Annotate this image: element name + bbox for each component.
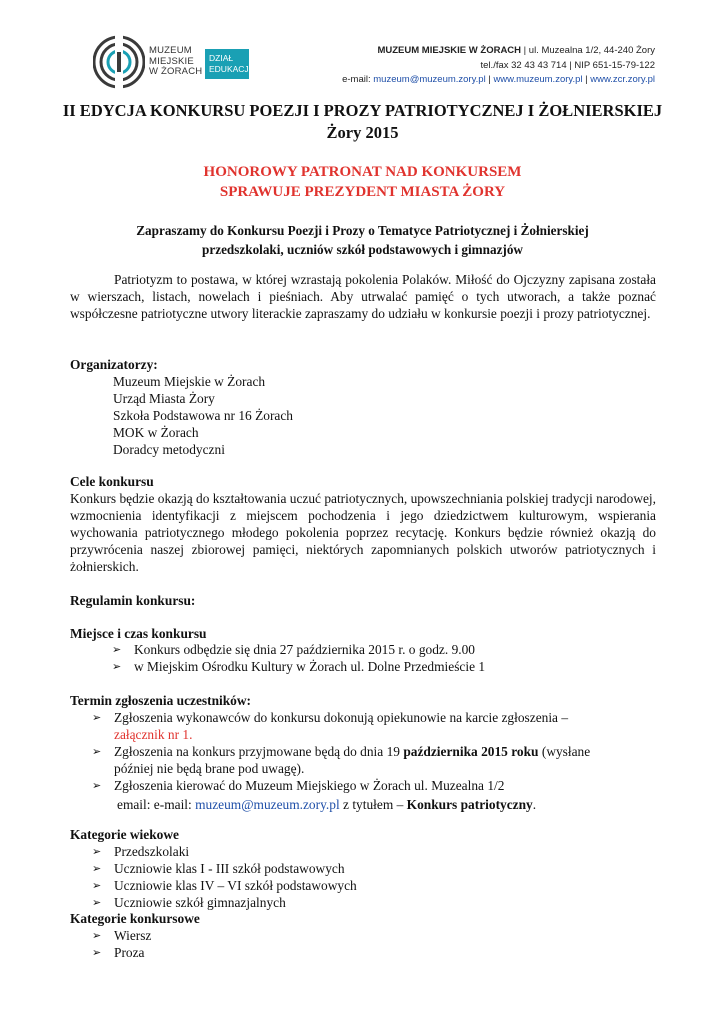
list-item	[92, 944, 652, 961]
list-item	[92, 777, 658, 794]
list-item	[92, 877, 652, 894]
main-title-line-2: Żory 2015	[326, 123, 399, 142]
main-title-line-1: II EDYCJA KONKURSU POEZJI I PROZY PATRIOTYCZNEJ I ŻOŁNIERSKIEJ	[62, 101, 663, 120]
contact-name: MUZEUM MIEJSKIE W ŻORACH	[377, 45, 522, 56]
email-link[interactable]: muzeum@muzeum.zory.pl	[195, 797, 340, 812]
logo-line-3: W ŻORACH	[149, 66, 203, 77]
place-time-list	[112, 641, 662, 675]
goals-heading: Cele konkursu	[70, 474, 154, 489]
list-item-text: Uczniowie klas IV – VI szkół podstawowych	[114, 878, 357, 893]
patronage-title	[0, 162, 725, 202]
age-categories-list	[92, 843, 652, 911]
invitation-line-1: Zapraszamy do Konkursu Poezji i Prozy o Tematyce Patriotycznej i Żołnierskiej	[136, 223, 589, 238]
contact-site-link-2[interactable]: www.zcr.zory.pl	[590, 74, 655, 85]
rules-heading: Regulamin konkursu:	[70, 593, 196, 608]
arrow-bullet-icon: ➢	[92, 862, 102, 875]
logo-line-1: MUZEUM	[149, 45, 192, 56]
registration-item-3-text: Zgłoszenia kierować do Muzeum Miejskiego w Żorach ul. Muzealna 1/2	[114, 778, 505, 793]
list-item-text: w Miejskim Ośrodku Kultury w Żorach ul. Dolne Przedmieście 1	[134, 659, 486, 674]
list-item	[112, 658, 662, 675]
museum-logo	[93, 34, 253, 90]
organizer-item: Szkoła Podstawowa nr 16 Żorach	[113, 408, 293, 423]
contact-site-link-1[interactable]: www.muzeum.zory.pl	[493, 74, 583, 85]
attachment-link[interactable]: załącznik nr 1.	[114, 727, 193, 742]
invitation-heading	[0, 221, 725, 259]
organizer-item: Doradcy metodyczni	[113, 442, 225, 457]
goals-paragraph: Konkurs będzie okazją do kształtowania uczuć patriotycznych, upowszechniania polskiej tradycji narodowej, wzmocnienia identyfikacji z miejscem pochodzenia i jego dziedzictwem kulturowym, wspierania wychowania patriotycznego młodego pokolenia poprzez recytację. Konkurs będzie również okazją do przywrócenia naszej zbiorowej pamięci, niektórych zapomnianych polskich utworów patriotycznych i żołnierskich.	[70, 491, 657, 574]
arrow-bullet-icon: ➢	[112, 643, 122, 656]
registration-item-2-line-2: później nie będą brane pod uwagę).	[114, 761, 305, 776]
age-categories-heading: Kategorie wiekowe	[70, 827, 179, 842]
organizer-item: Urząd Miasta Żory	[113, 391, 215, 406]
list-item	[92, 709, 658, 743]
contest-categories-heading: Kategorie konkursowe	[70, 911, 200, 926]
registration-item-2-end: (wysłane	[541, 744, 591, 759]
contact-line-3: e-mail: muzeum@muzeum.zory.pl | www.muzeum.zory.pl | www.zcr.zory.pl	[342, 74, 655, 85]
list-item	[92, 843, 652, 860]
logo-text	[149, 46, 202, 78]
registration-list	[92, 709, 658, 794]
badge-line-1: DZIAŁ	[209, 53, 234, 63]
arrow-bullet-icon: ➢	[92, 845, 102, 858]
patronage-line-1: HONOROWY PATRONAT NAD KONKURSEM	[203, 164, 522, 180]
arrow-bullet-icon: ➢	[92, 779, 102, 792]
list-item-text: Uczniowie szkół gimnazjalnych	[114, 895, 286, 910]
list-item-text: Proza	[114, 945, 145, 960]
email-line	[117, 796, 657, 813]
list-item	[92, 894, 652, 911]
contact-block	[342, 44, 655, 88]
organizers-heading: Organizatorzy:	[70, 357, 158, 372]
organizer-item: Muzeum Miejskie w Żorach	[113, 374, 266, 389]
arrow-bullet-icon: ➢	[92, 745, 102, 758]
email-label: email: e-mail:	[117, 797, 192, 812]
list-item-text: Uczniowie klas I - III szkół podstawowych	[114, 861, 345, 876]
contact-phone: tel./fax 32 43 43 714 | NIP 651-15-79-122	[480, 59, 655, 71]
arrow-bullet-icon: ➢	[92, 946, 102, 959]
list-item	[92, 860, 652, 877]
museum-logo-icon	[93, 34, 145, 90]
organizers-list	[113, 373, 293, 458]
badge-line-2: EDUKACJI	[209, 63, 252, 74]
main-title	[0, 100, 725, 144]
list-item-text: Konkurs odbędzie się dnia 27 października 2015 r. o godz. 9.00	[134, 642, 476, 657]
logo-line-2: MIEJSKIE	[149, 55, 194, 67]
registration-heading: Termin zgłoszenia uczestników:	[70, 693, 252, 708]
registration-item-2-start: Zgłoszenia na konkurs przyjmowane będą do dnia 19	[114, 744, 400, 759]
organizer-item: MOK w Żorach	[113, 425, 199, 440]
email-end: .	[532, 797, 537, 812]
invitation-line-2: przedszkolaki, uczniów szkół podstawowych i gimnazjów	[202, 242, 523, 257]
contact-line-1	[342, 44, 655, 59]
intro-paragraph: Patriotyzm to postawa, w której wzrastają pokolenia Polaków. Miłość do Ojczyzny zapisana została w wierszach, listach, nowelach i pieśniach. Aby utrwalać pamięć o tych utworach, a także poznać współczesne patriotyczne utwory literackie zapraszamy do udziału w konkursie poezji i prozy patriotycznej.	[70, 272, 656, 321]
arrow-bullet-icon: ➢	[92, 711, 102, 724]
registration-item-1-text: Zgłoszenia wykonawców do konkursu dokonują opiekunowie na karcie zgłoszenia –	[114, 710, 569, 725]
list-item-text: Przedszkolaki	[114, 844, 190, 859]
contact-email-label: e-mail:	[342, 74, 371, 85]
contest-categories-list	[92, 927, 652, 961]
email-subject-label: z tytułem –	[343, 797, 404, 812]
list-item	[92, 743, 658, 777]
place-time-heading: Miejsce i czas konkursu	[70, 626, 207, 641]
arrow-bullet-icon: ➢	[92, 896, 102, 909]
arrow-bullet-icon: ➢	[92, 929, 102, 942]
contact-email-link[interactable]: muzeum@muzeum.zory.pl	[373, 74, 486, 85]
arrow-bullet-icon: ➢	[112, 660, 122, 673]
department-badge	[205, 49, 252, 79]
arrow-bullet-icon: ➢	[92, 879, 102, 892]
contact-address: | ul. Muzealna 1/2, 44-240 Żory	[523, 45, 655, 56]
list-item-text: Wiersz	[114, 928, 152, 943]
list-item	[92, 927, 652, 944]
registration-deadline: października 2015 roku	[403, 744, 539, 759]
patronage-line-2: SPRAWUJE PREZYDENT MIASTA ŻORY	[219, 184, 506, 200]
email-subject: Konkurs patriotyczny	[406, 797, 533, 812]
list-item	[112, 641, 662, 658]
